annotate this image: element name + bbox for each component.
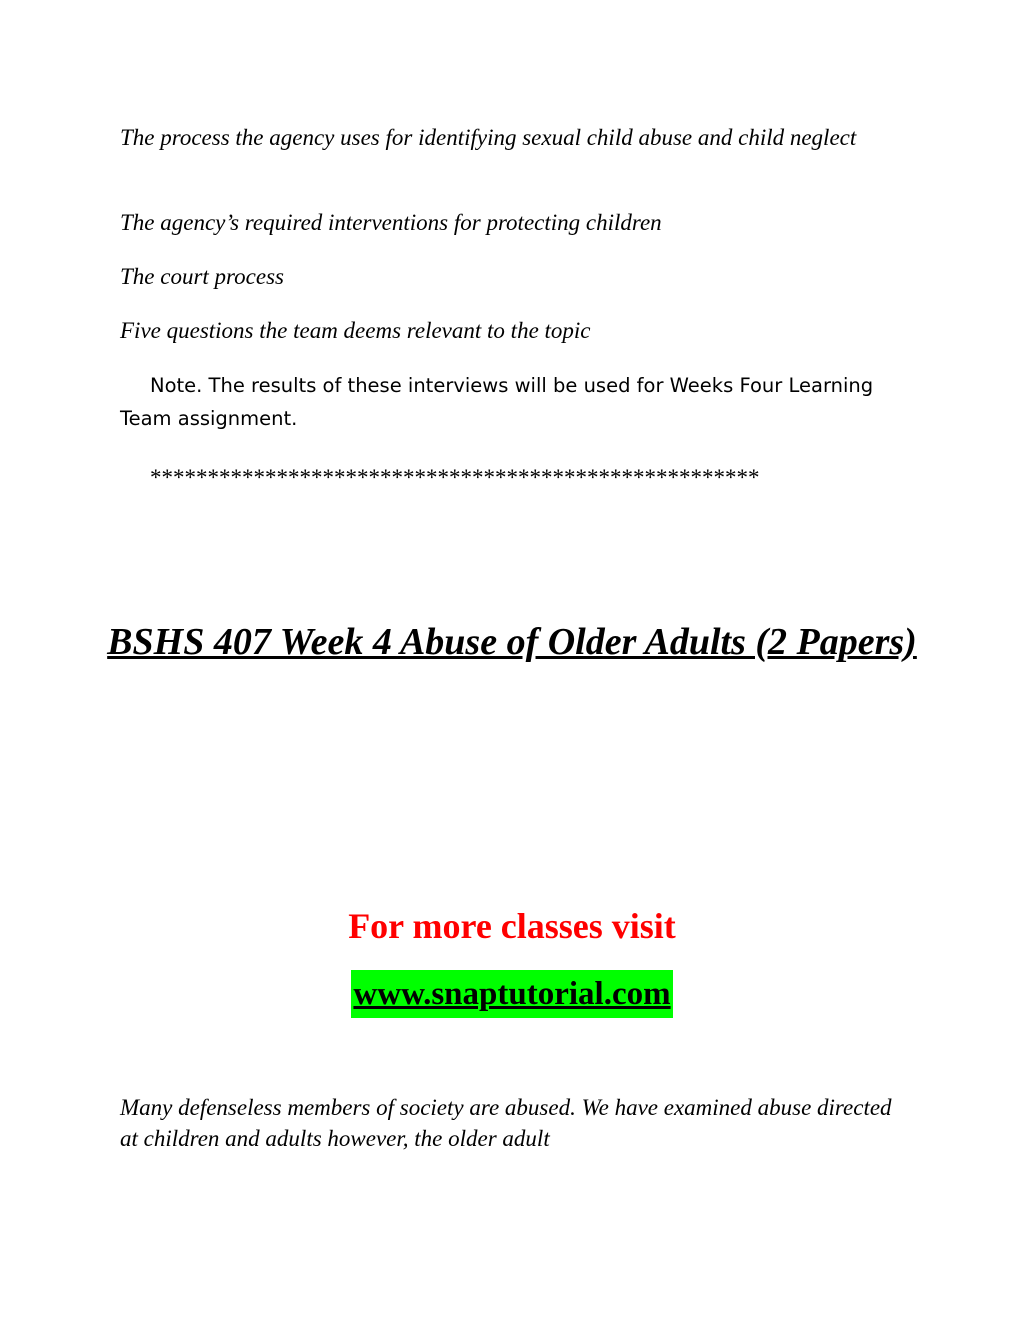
note-paragraph: Note. The results of these interviews will be used for Weeks Four Learning Team assignment.	[120, 374, 874, 430]
criteria-item-interventions: The agency’s required interventions for protecting children	[120, 210, 662, 235]
criteria-item-agency-process: The process the agency uses for identifying sexual child abuse and child neglect	[120, 125, 857, 150]
document-title: BSHS 407 Week 4 Abuse of Older Adults (2 Papers)	[107, 621, 917, 663]
promo-link-wrapper	[0, 970, 1024, 1018]
asterisk-separator: *****************************************************	[150, 465, 760, 490]
criteria-item-five-questions: Five questions the team deems relevant to the topic	[120, 318, 591, 343]
criteria-item-court-process: The court process	[120, 264, 284, 289]
promo-text: For more classes visit	[348, 906, 676, 946]
intro-paragraph: Many defenseless members of society are abused. We have examined abuse directed at children and adults however, the older adult	[120, 1095, 892, 1151]
snaptutorial-link[interactable]: www.snaptutorial.com	[351, 970, 672, 1018]
